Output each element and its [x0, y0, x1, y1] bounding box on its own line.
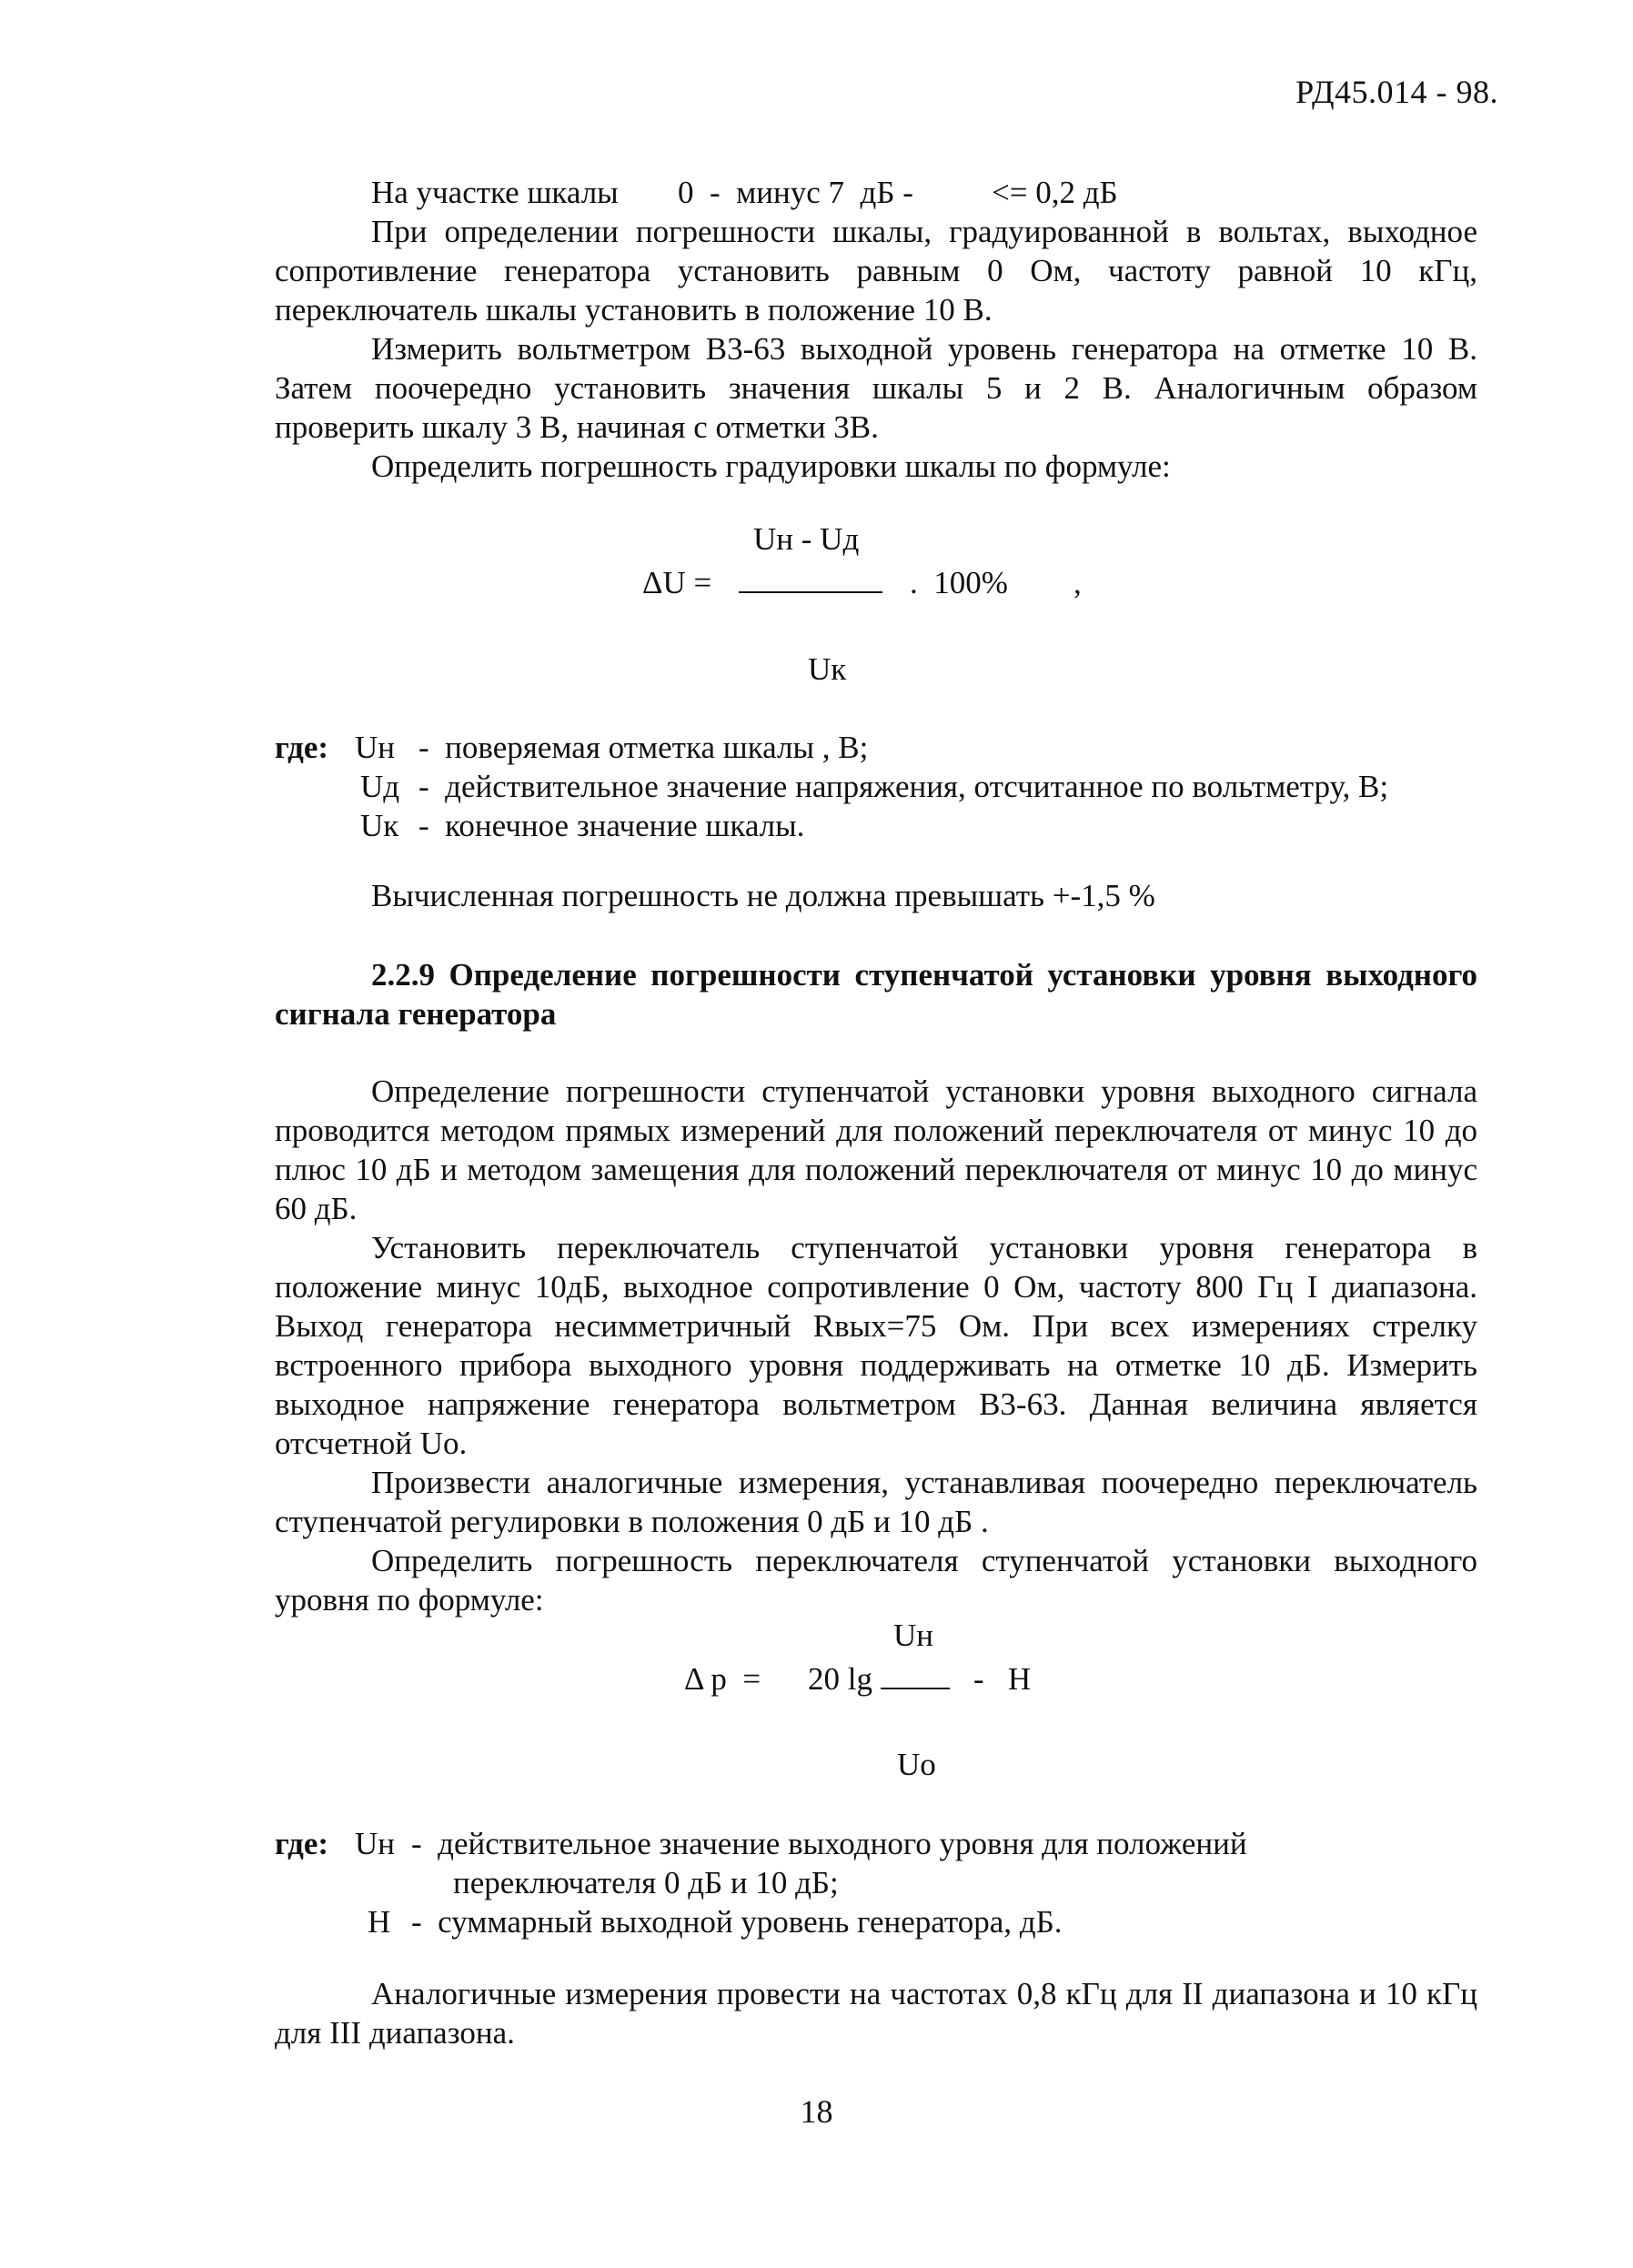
formula2-rhs: - Н	[973, 1661, 1032, 1697]
scale-value: <= 0,2 дБ	[992, 175, 1118, 210]
formula2-lhs: Δ р =	[684, 1661, 761, 1697]
formula1-denominator: Uк	[808, 651, 847, 687]
where1-sym-un: Uн	[355, 730, 396, 765]
where2-text-un-line2: переключателя 0 дБ и 10 дБ;	[453, 1865, 839, 1900]
page-number: 18	[800, 2093, 833, 2130]
formula1-lhs: ΔU =	[642, 565, 712, 600]
error-limit-note: Вычисленная погрешность не должна превышать +-1,5 %	[371, 878, 1155, 913]
where2-text-h: - суммарный выходной уровень генератора, дБ.	[411, 1904, 1063, 1940]
where1-sym-uk: Uк	[360, 808, 399, 843]
where2-sym-h: Н	[368, 1904, 391, 1940]
scale-label: На участке шкалы	[371, 175, 619, 210]
where1-label: где:	[275, 730, 329, 765]
paragraph-final: Аналогичные измерения провести на частотах 0,8 кГц для II диапазона и 10 кГц для III диапазона.	[275, 1976, 1477, 2051]
where2-sym-un: Uн	[355, 1826, 396, 1861]
scale-range: 0 - минус 7 дБ -	[678, 175, 913, 210]
formula1-fraction-bar	[739, 591, 882, 593]
formula1-factor: . 100%	[910, 565, 1008, 600]
formula1-numerator: Uн - Uд	[753, 521, 860, 557]
where1-text-ud: - действительное значение напряжения, отсчитанное по вольтметру, В;	[418, 769, 1389, 804]
paragraph-setup: Установить переключатель ступенчатой установки уровня генератора в положение минус 10дБ, выходное сопротивление 0 Ом, частоту 800 Гц I диапазона. Выход генератора несимметричный Rвых=75 Ом. При всех измерениях стрелку встроенного прибора выходного уровня поддерживать на отметке 10 дБ. Измерить выходное напряжение генератора вольтметром В3-63. Данная величина является отсчетной Uо.	[275, 1230, 1477, 1461]
paragraph-method: Определение погрешности ступенчатой установки уровня выходного сигнала проводится методом прямых измерений для положений переключателя от минус 10 до плюс 10 дБ и методом замещения для положений переключателя от минус 10 до минус 60 дБ.	[275, 1074, 1477, 1226]
formula2-log: 20 lg	[808, 1661, 872, 1697]
where2-text-un-line1: - действительное значение выходного уровня для положений	[411, 1826, 1247, 1861]
formula2-numerator: Uн	[893, 1618, 934, 1653]
where2-label: где:	[275, 1826, 329, 1861]
where1-text-uk: - конечное значение шкалы.	[418, 808, 805, 843]
paragraph-measure-voltmeter: Измерить вольтметром В3-63 выходной уровень генератора на отметке 10 В. Затем поочередно установить значения шкалы 5 и 2 В. Аналогичным образом проверить шкалу 3 В, начиная с отметки 3В.	[275, 331, 1477, 445]
formula1-comma: ,	[1074, 565, 1082, 600]
section-heading-2-2-9: 2.2.9 Определение погрешности ступенчатой установки уровня выходного сигнала генератора	[275, 957, 1477, 1032]
paragraph-scale-volts: При определении погрешности шкалы, градуированной в вольтах, выходное сопротивление генератора установить равным 0 Ом, частоту равной 10 кГц, переключатель шкалы установить в положение 10 В.	[275, 214, 1477, 328]
formula2-fraction-bar	[881, 1688, 950, 1689]
where1-text-un: - поверяемая отметка шкалы , В;	[418, 730, 869, 765]
where1-sym-ud: Uд	[360, 769, 400, 804]
formula2-denominator: Uо	[897, 1747, 936, 1782]
document-code: РД45.014 - 98.	[1295, 74, 1498, 110]
paragraph-formula2-intro: Определить погрешность переключателя ступенчатой установки выходного уровня по формуле:	[275, 1543, 1477, 1618]
paragraph-repeat: Произвести аналогичные измерения, устанавливая поочередно переключатель ступенчатой регулировки в положения 0 дБ и 10 дБ .	[275, 1465, 1477, 1539]
paragraph-formula-intro: Определить погрешность градуировки шкалы по формуле:	[371, 449, 1171, 484]
